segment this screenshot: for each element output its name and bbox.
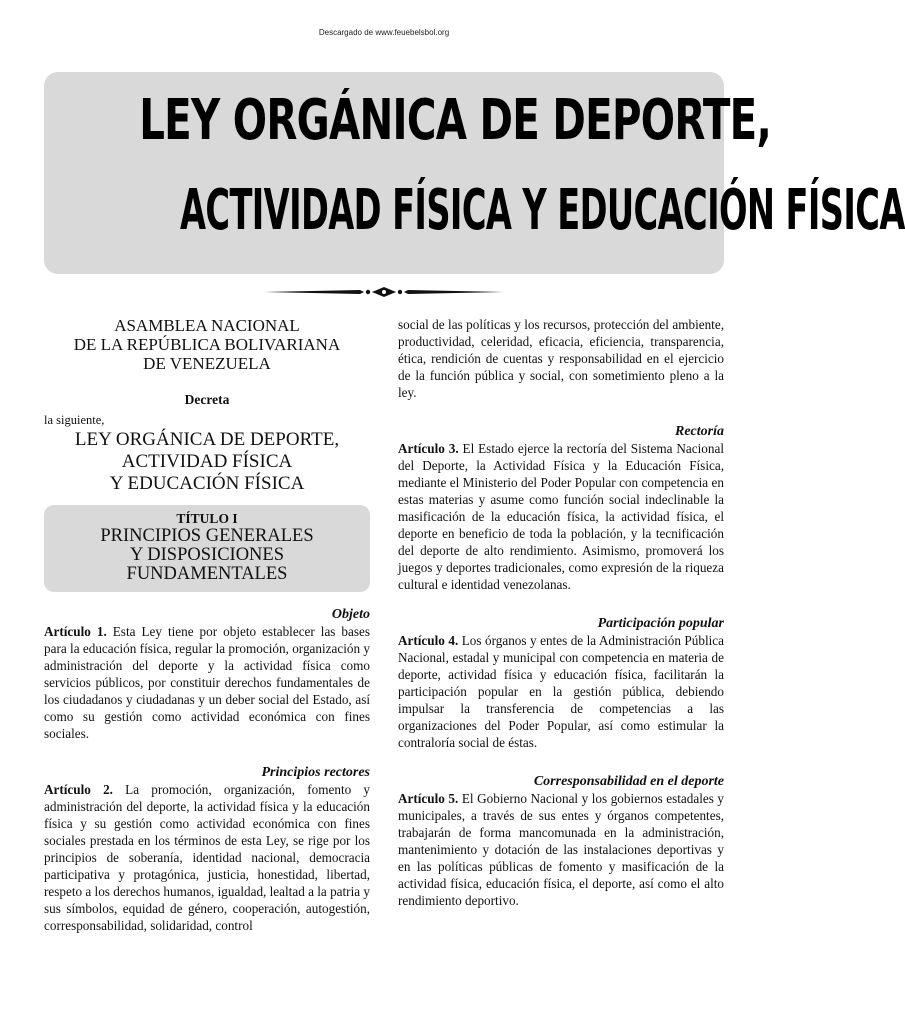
ornament-divider-icon	[264, 284, 504, 300]
assembly-line-2: DE LA REPÚBLICA BOLIVARIANA	[73, 335, 341, 354]
left-column	[44, 316, 370, 942]
la-siguiente-label: la siguiente,	[44, 413, 105, 427]
download-source-line: Descargado de www.feuebelsbol.org	[318, 28, 450, 37]
article-5-label: Artículo 5.	[398, 791, 459, 806]
titulo-name-line-3: FUNDAMENTALES	[126, 564, 288, 584]
article-2-label: Artículo 2.	[44, 782, 113, 797]
article-1-label: Artículo 1.	[44, 624, 107, 639]
law-name-line-2: ACTIVIDAD FÍSICA	[121, 451, 293, 472]
right-column	[398, 316, 724, 917]
titulo-name-line-2: Y DISPOSICIONES	[129, 545, 285, 565]
decreta-label: Decreta	[184, 392, 230, 407]
main-title-line-1: LEY ORGÁNICA DE DEPORTE,	[139, 88, 772, 153]
article-2-continued: social de las políticas y los recursos, protección del ambiente, productividad, celeridad, eficacia, eficiencia, transparencia, ética, rendición de cuentas y responsabilidad en el ejercicio de la función pública y social, con sometimiento pleno a la ley.	[398, 317, 724, 400]
article-4-heading: Participación popular	[597, 616, 724, 631]
article-1	[44, 623, 370, 742]
article-3-text: El Estado ejerce la rectoría del Sistema Nacional del Deporte, la Actividad Física y la Educación Física, mediante el Ministerio del Poder Popular con competencia en estas materias y asume como función social indeclinable la masificación de la educación física, la actividad física, el deporte en beneficio de toda la población, y la tecnificación del deporte de alto rendimiento. Asimismo, promoverá los juegos y deportes tradicionales, como expresión de la riqueza cultural e identidad venezolanas.	[398, 441, 724, 592]
article-3-label: Artículo 3.	[398, 441, 459, 456]
article-3	[398, 440, 724, 593]
assembly-line-3: DE VENEZUELA	[143, 354, 271, 373]
article-2-heading: Principios rectores	[261, 765, 370, 780]
article-1-text: Esta Ley tiene por objeto establecer las bases para la educación física, regular la promoción, organización y administración del deporte y la actividad física como servicios públicos, por constituir derechos fundamentales de los ciudadanos y ciudadanas y un deber social del Estado, así como su gestión como actividad económica con fines sociales.	[44, 624, 370, 741]
article-5	[398, 790, 724, 909]
article-4-text: Los órganos y entes de la Administración Pública Nacional, estadal y municipal con competencia en materia de deporte, actividad física y educación física, facilitarán la participación popular en la gestión pública, debiendo impulsar la transferencia de competencias a las organizaciones del Poder Popular, así como estimular la contraloría social de éstas.	[398, 633, 724, 750]
article-4	[398, 632, 724, 751]
main-title-line-2: ACTIVIDAD FÍSICA Y EDUCACIÓN FÍSICA	[179, 178, 905, 243]
law-name-line-3: Y EDUCACIÓN FÍSICA	[109, 473, 305, 494]
titulo-name-line-1: PRINCIPIOS GENERALES	[100, 526, 314, 546]
titulo-number: TÍTULO I	[176, 511, 238, 526]
article-5-text: El Gobierno Nacional y los gobiernos estadales y municipales, a través de sus entes y órganos competentes, trabajarán de forma mancomunada en la administración, mantenimiento y dotación de las instalaciones deportivas y en las políticas públicas de fomento y masificación de la actividad física, educación física, el deporte, así como el alto rendimiento deportivo.	[398, 791, 724, 908]
law-name-line-1: LEY ORGÁNICA DE DEPORTE,	[74, 429, 340, 450]
title-banner	[44, 72, 905, 274]
assembly-line-1: ASAMBLEA NACIONAL	[114, 316, 300, 335]
article-2	[44, 781, 370, 934]
article-4-label: Artículo 4.	[398, 633, 459, 648]
titulo-box	[44, 505, 370, 592]
article-5-heading: Corresponsabilidad en el deporte	[533, 774, 724, 789]
article-1-heading: Objeto	[331, 607, 370, 622]
article-3-heading: Rectoría	[675, 424, 724, 439]
article-2-text: La promoción, organización, fomento y administración del deporte, la actividad física y la educación física y su gestión como actividad económica con fines sociales prestada en los términos de esta Ley, se rige por los principios de soberanía, identidad nacional, democracia participativa y protagónica, justicia, honestidad, libertad, respeto a los derechos humanos, igualdad, lealtad a la patria y sus símbolos, equidad de género, cooperación, autogestión, corresponsabilidad, solidaridad, control	[44, 782, 370, 933]
